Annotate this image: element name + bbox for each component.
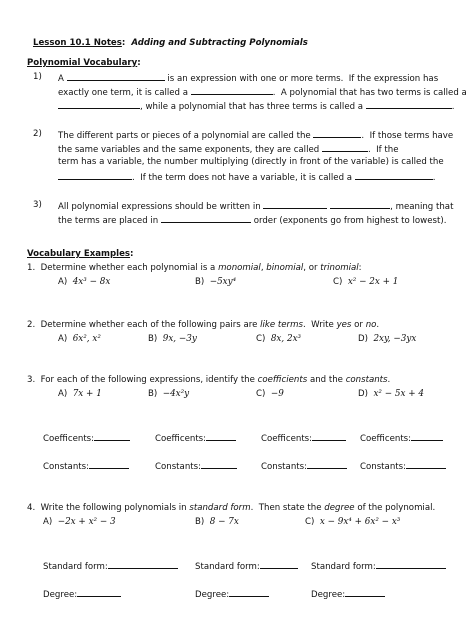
answer-blank[interactable] bbox=[366, 100, 452, 109]
term-constants: constants bbox=[345, 375, 388, 385]
option-label: B) bbox=[195, 277, 205, 287]
coefficients-blank[interactable] bbox=[206, 432, 236, 441]
option-label: B) bbox=[148, 334, 158, 344]
degree-field-b bbox=[195, 588, 269, 601]
standard-form-label: Standard form: bbox=[195, 562, 260, 572]
vocab-q2-line1 bbox=[58, 129, 453, 142]
coefficients-field-c bbox=[261, 432, 346, 445]
example3-end: . bbox=[387, 375, 391, 385]
vocab-q3-number: 3) bbox=[33, 200, 42, 210]
example2-mid: . Write bbox=[302, 320, 337, 330]
example2-end: . bbox=[376, 320, 380, 330]
example3-mid: and the bbox=[307, 375, 346, 385]
lesson-topic: Adding and Subtracting Polynomials bbox=[131, 38, 308, 48]
vocab-q2-line3 bbox=[58, 157, 444, 168]
math-expression: 2xy, −3yx bbox=[373, 334, 417, 344]
example4-prompt bbox=[27, 503, 435, 514]
example3-pre: 3. For each of the following expressions, identify the bbox=[27, 375, 258, 385]
standard-form-blank[interactable] bbox=[108, 560, 178, 569]
vocab-q2-number: 2) bbox=[33, 129, 42, 139]
example2-pre: 2. Determine whether each of the following pairs are bbox=[27, 320, 261, 330]
standard-form-blank[interactable] bbox=[260, 560, 298, 569]
vocab-q2-l3a: term has a variable, the number multiplying (directly in front of the variable) is called the bbox=[58, 157, 444, 167]
option-label: A) bbox=[58, 334, 68, 344]
example3-b bbox=[148, 389, 189, 400]
example1-c bbox=[333, 277, 398, 288]
example2-a bbox=[58, 334, 101, 345]
example2-d bbox=[358, 334, 416, 345]
example1-sep2: , or bbox=[303, 263, 321, 273]
term-degree: degree bbox=[324, 503, 355, 513]
vocab-q1-l2b: . A polynomial that has two terms is called a bbox=[272, 88, 467, 98]
example4-pre: 4. Write the following polynomials in bbox=[27, 503, 190, 513]
examples-heading-colon: : bbox=[130, 249, 134, 259]
math-expression: x − 9x⁴ + 6x² − x³ bbox=[319, 517, 401, 527]
math-expression: x² − 5x + 4 bbox=[373, 389, 425, 399]
vocab-q3-l2a: the terms are placed in bbox=[58, 216, 159, 226]
example3-c bbox=[256, 389, 284, 400]
constants-blank[interactable] bbox=[307, 460, 347, 469]
coefficients-field-a bbox=[43, 432, 130, 445]
option-label: D) bbox=[358, 334, 368, 344]
example4-b bbox=[195, 517, 239, 528]
standard-form-field-b bbox=[195, 560, 298, 573]
degree-label: Degree: bbox=[195, 590, 230, 600]
vocab-q1-line1 bbox=[58, 72, 438, 85]
example4-end: of the polynomial. bbox=[354, 503, 436, 513]
vocab-q2-l1a: The different parts or pieces of a polynomial are called the bbox=[58, 131, 311, 141]
option-label: A) bbox=[58, 277, 68, 287]
coefficients-blank[interactable] bbox=[411, 432, 443, 441]
example4-a bbox=[43, 517, 116, 528]
vocab-q3-l1b: , meaning that bbox=[390, 202, 454, 212]
option-label: D) bbox=[358, 389, 368, 399]
example1-b bbox=[195, 277, 236, 288]
degree-blank[interactable] bbox=[345, 588, 385, 597]
standard-form-field-a bbox=[43, 560, 178, 573]
option-label: B) bbox=[195, 517, 205, 527]
answer-blank[interactable] bbox=[263, 200, 327, 209]
standard-form-label: Standard form: bbox=[311, 562, 376, 572]
vocab-q1-line3 bbox=[58, 100, 455, 113]
vocab-q3-line2 bbox=[58, 214, 446, 227]
math-expression: 4x³ − 8x bbox=[72, 277, 111, 287]
vocab-q3-line1 bbox=[58, 200, 453, 213]
coefficients-blank[interactable] bbox=[94, 432, 130, 441]
example3-d bbox=[358, 389, 424, 400]
term-trinomial: trinomial bbox=[320, 263, 359, 273]
term-binomial: binomial bbox=[266, 263, 304, 273]
term-no: no bbox=[365, 320, 377, 330]
coefficients-field-b bbox=[155, 432, 236, 445]
constants-label: Constants: bbox=[43, 462, 90, 472]
constants-field-c bbox=[261, 460, 347, 473]
constants-label: Constants: bbox=[360, 462, 407, 472]
vocab-q1-line2 bbox=[58, 86, 467, 99]
example2-prompt bbox=[27, 320, 379, 331]
constants-blank[interactable] bbox=[89, 460, 129, 469]
math-expression: −2x + x² − 3 bbox=[57, 517, 116, 527]
vocab-q1-l1b: is an expression with one or more terms. If the expression has bbox=[167, 74, 439, 84]
example1-prompt bbox=[27, 263, 362, 274]
vocab-q2-l1b: . If those terms have bbox=[361, 131, 454, 141]
vocab-q2-l2b: . If the bbox=[367, 145, 399, 155]
example1-sep1: , bbox=[260, 263, 267, 273]
term-like-terms: like terms bbox=[260, 320, 303, 330]
title-colon: : bbox=[121, 38, 126, 48]
vocab-q2-l2a: the same variables and the same exponents, they are called bbox=[58, 145, 320, 155]
math-expression: −5xy⁴ bbox=[209, 277, 237, 287]
math-expression: 7x + 1 bbox=[72, 389, 102, 399]
vocab-q2-l4a: . If the term does not have a variable, it is called a bbox=[132, 173, 353, 183]
answer-blank[interactable] bbox=[313, 129, 361, 138]
vocab-q1-l3a: , while a polynomial that has three terms is called a bbox=[140, 102, 364, 112]
term-standard-form: standard form bbox=[189, 503, 251, 513]
vocab-q1-l1a: A bbox=[58, 74, 64, 84]
vocab-q1-number: 1) bbox=[33, 72, 42, 82]
coefficients-blank[interactable] bbox=[312, 432, 346, 441]
math-expression: −4x²y bbox=[162, 389, 190, 399]
vocab-heading-text: Polynomial Vocabulary bbox=[27, 58, 138, 68]
math-expression: 8x, 2x³ bbox=[270, 334, 302, 344]
standard-form-blank[interactable] bbox=[376, 560, 446, 569]
coefficients-label: Coefficents: bbox=[360, 434, 412, 444]
answer-blank[interactable] bbox=[58, 171, 132, 180]
degree-field-c bbox=[311, 588, 385, 601]
math-expression: 9x, −3y bbox=[162, 334, 197, 344]
example2-or: or bbox=[351, 320, 366, 330]
page-title bbox=[27, 27, 308, 49]
degree-blank[interactable] bbox=[77, 588, 121, 597]
coefficients-label: Coefficents: bbox=[261, 434, 313, 444]
option-label: C) bbox=[305, 517, 315, 527]
constants-label: Constants: bbox=[261, 462, 308, 472]
vocab-q2-line2 bbox=[58, 143, 399, 156]
term-monomial: monomial bbox=[218, 263, 261, 273]
constants-field-d bbox=[360, 460, 446, 473]
math-expression: 6x², x² bbox=[72, 334, 101, 344]
example3-a bbox=[58, 389, 102, 400]
degree-label: Degree: bbox=[311, 590, 346, 600]
example1-a bbox=[58, 277, 110, 288]
examples-heading bbox=[27, 249, 133, 260]
vocab-q2-line4 bbox=[58, 171, 436, 184]
coefficients-label: Coefficents: bbox=[43, 434, 95, 444]
vocab-q3-l2b: order (exponents go from highest to lowest). bbox=[253, 216, 447, 226]
answer-blank[interactable] bbox=[355, 171, 433, 180]
examples-heading-text: Vocabulary Examples bbox=[27, 249, 131, 259]
vocab-q1-l2a: exactly one term, it is called a bbox=[58, 88, 188, 98]
constants-field-b bbox=[155, 460, 237, 473]
math-expression: 8 − 7x bbox=[209, 517, 239, 527]
constants-blank[interactable] bbox=[406, 460, 446, 469]
term-yes: yes bbox=[336, 320, 352, 330]
constants-field-a bbox=[43, 460, 129, 473]
example4-c bbox=[305, 517, 400, 528]
vocab-q1-l3b: . bbox=[451, 102, 455, 112]
option-label: A) bbox=[58, 389, 68, 399]
answer-blank[interactable] bbox=[191, 86, 273, 95]
math-expression: x² − 2x + 1 bbox=[347, 277, 399, 287]
standard-form-field-c bbox=[311, 560, 446, 573]
option-label: C) bbox=[333, 277, 343, 287]
option-label: C) bbox=[256, 389, 266, 399]
example3-prompt bbox=[27, 375, 390, 386]
standard-form-label: Standard form: bbox=[43, 562, 108, 572]
vocab-heading bbox=[27, 58, 141, 69]
answer-blank[interactable] bbox=[58, 100, 140, 109]
lesson-label: Lesson 10.1 Notes bbox=[32, 38, 122, 48]
term-coefficients: coefficients bbox=[257, 375, 308, 385]
example1-end: : bbox=[358, 263, 362, 273]
option-label: A) bbox=[43, 517, 53, 527]
example1-pre: 1. Determine whether each polynomial is a bbox=[27, 263, 219, 273]
answer-blank[interactable] bbox=[67, 72, 165, 81]
coefficients-field-d bbox=[360, 432, 443, 445]
vocab-q3-l1a: All polynomial expressions should be written in bbox=[58, 202, 261, 212]
vocab-heading-colon: : bbox=[137, 58, 141, 68]
example2-c bbox=[256, 334, 301, 345]
option-label: C) bbox=[256, 334, 266, 344]
answer-blank[interactable] bbox=[330, 200, 390, 209]
degree-field-a bbox=[43, 588, 121, 601]
option-label: B) bbox=[148, 389, 158, 399]
example2-b bbox=[148, 334, 197, 345]
answer-blank[interactable] bbox=[161, 214, 251, 223]
answer-blank[interactable] bbox=[322, 143, 368, 152]
degree-blank[interactable] bbox=[229, 588, 269, 597]
coefficients-label: Coefficents: bbox=[155, 434, 207, 444]
math-expression: −9 bbox=[270, 389, 284, 399]
degree-label: Degree: bbox=[43, 590, 78, 600]
vocab-q2-l4b: . bbox=[432, 173, 436, 183]
example4-mid: . Then state the bbox=[250, 503, 325, 513]
constants-label: Constants: bbox=[155, 462, 202, 472]
constants-blank[interactable] bbox=[201, 460, 237, 469]
